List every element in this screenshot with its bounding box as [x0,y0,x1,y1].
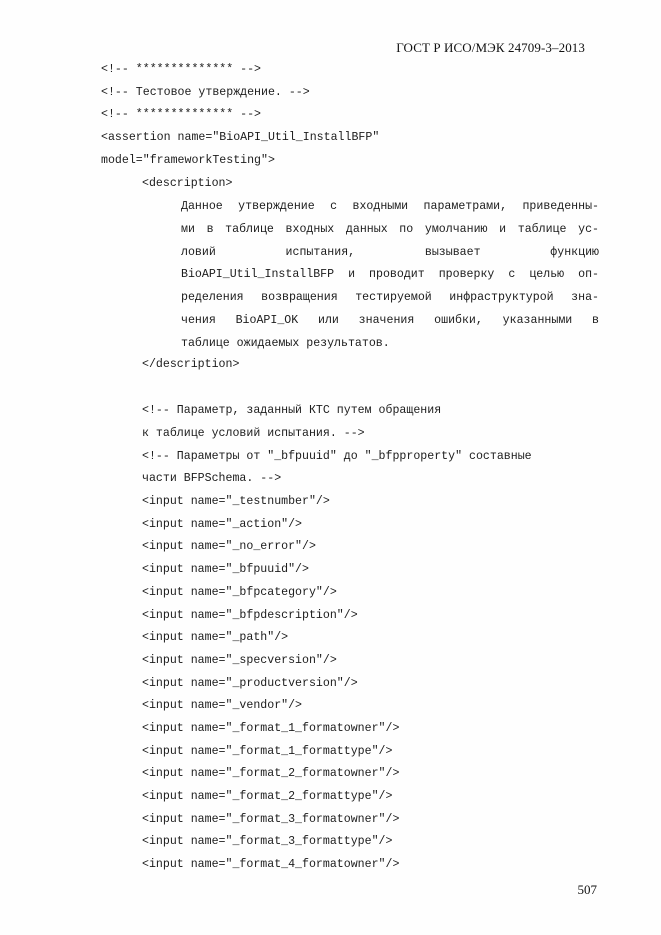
description-text-line: таблице ожидаемых результатов. [181,337,390,350]
parameter-comment-line: части BFPSchema. --> [142,472,282,485]
page-number: 507 [577,882,597,897]
assertion-tag-line: model="frameworkTesting"> [101,154,275,167]
parameter-comment-line: к таблице условий испытания. --> [142,427,365,440]
input-tag-line: <input name="_bfpuuid"/> [142,563,309,576]
code-comment-line: <!-- ************** --> [101,63,262,76]
description-text-line: чения BioAPI_OK или значения ошибки, указанными в [181,314,599,327]
input-tag-line: <input name="_specversion"/> [142,654,337,667]
input-tag-line: <input name="_testnumber"/> [142,495,330,508]
code-comment-line: <!-- Тестовое утверждение. --> [101,86,310,99]
parameter-comment-line: <!-- Параметры от "_bfpuuid" до "_bfpproperty" составные [142,450,532,463]
page-header-standard: ГОСТ Р ИСО/МЭК 24709-3–2013 [396,40,585,55]
code-comment-line: <!-- ************** --> [101,108,262,121]
input-tag-line: <input name="_productversion"/> [142,677,358,690]
input-tag-line: <input name="_format_1_formatowner"/> [142,722,400,735]
description-text-line: ми в таблице входных данных по умолчанию и таблице ус- [181,223,599,236]
assertion-tag-line: <assertion name="BioAPI_Util_InstallBFP" [101,131,380,144]
input-tag-line: <input name="_format_3_formatowner"/> [142,813,400,826]
input-tag-line: <input name="_format_1_formattype"/> [142,745,393,758]
description-close-tag: </description> [142,358,240,371]
input-tag-line: <input name="_bfpdescription"/> [142,609,358,622]
input-tag-line: <input name="_vendor"/> [142,699,303,712]
description-open-tag: <description> [142,177,233,190]
input-tag-line: <input name="_format_4_formatowner"/> [142,858,400,871]
parameter-comment-line: <!-- Параметр, заданный КТС путем обращения [142,404,442,417]
input-tag-line: <input name="_bfpcategory"/> [142,586,337,599]
input-tag-line: <input name="_action"/> [142,518,303,531]
input-tag-line: <input name="_no_error"/> [142,540,316,553]
input-tag-line: <input name="_path"/> [142,631,289,644]
description-text-line: Данное утверждение с входными параметрами, приведенны- [181,200,599,213]
input-tag-line: <input name="_format_2_formattype"/> [142,790,393,803]
input-tag-line: <input name="_format_3_formattype"/> [142,835,393,848]
description-text-line: ределения возвращения тестируемой инфраструктурой зна- [181,291,599,304]
description-text-line: BioAPI_Util_InstallBFP и проводит проверку с целью оп- [181,268,599,281]
description-text-line: ловий испытания, вызывает функцию [181,246,599,259]
input-tag-line: <input name="_format_2_formatowner"/> [142,767,400,780]
